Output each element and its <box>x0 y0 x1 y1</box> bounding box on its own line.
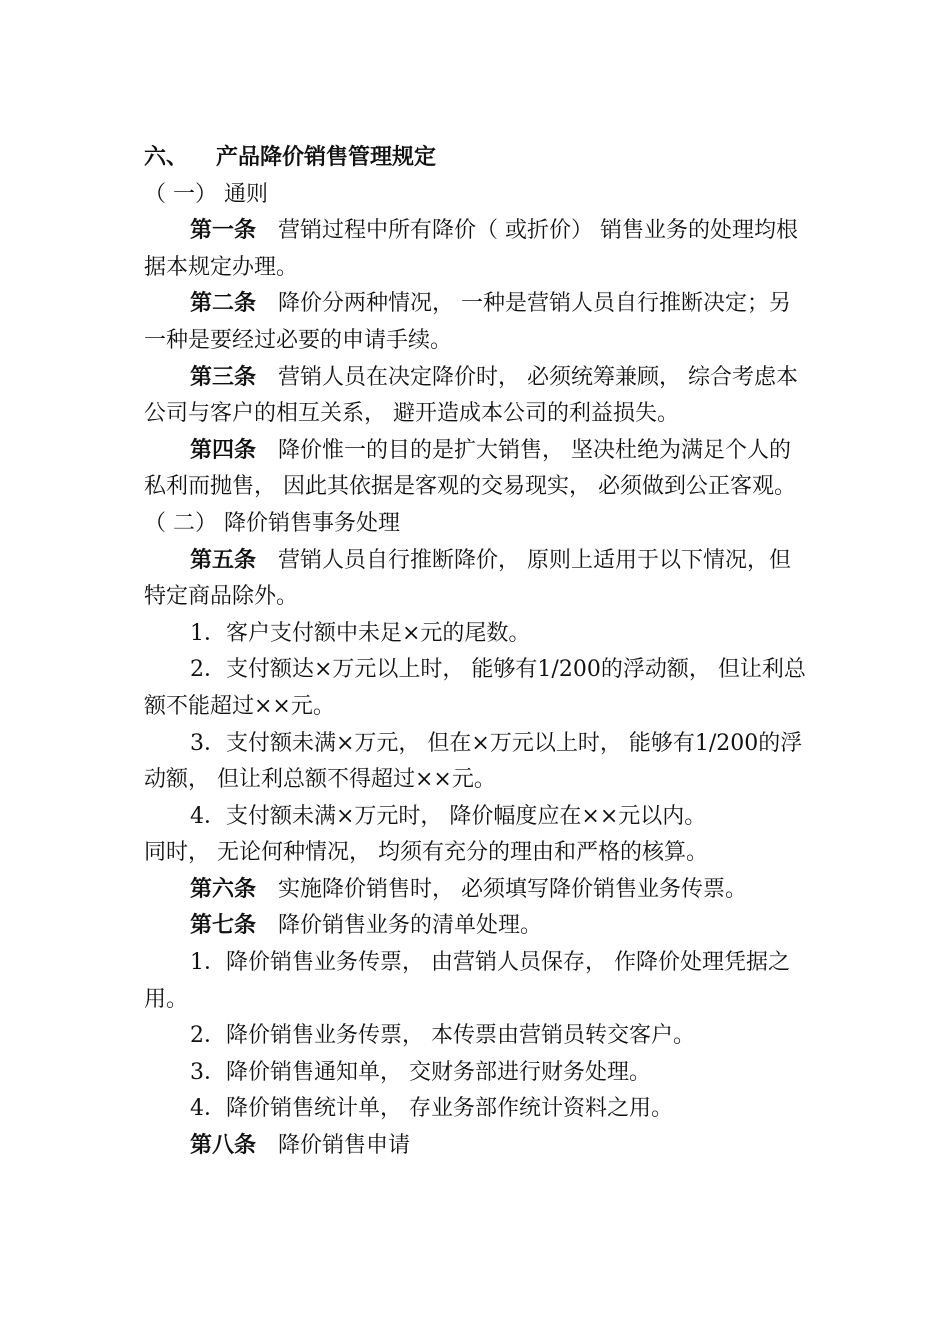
list-item: 2．降价销售业务传票， 本传票由营销员转交客户。 <box>190 1023 695 1049</box>
list-item: 2．支付额达×万元以上时， 能够有1/200的浮动额， 但让利总额不能超过××元。 <box>144 657 806 719</box>
article-label: 第八条 <box>190 1133 257 1159</box>
article-6 <box>144 872 809 909</box>
article-1 <box>144 213 809 286</box>
chapter-title: 产品降价销售管理规定 <box>216 145 437 170</box>
article-5-note: 同时， 无论何种情况， 均须有充分的理由和严格的核算。 <box>144 840 708 866</box>
section-price-reduction: （ 二） 降价销售事务处理 <box>144 510 400 536</box>
article-text: 营销过程中所有降价（ 或折价） 销售业务的处理均根据本规定办理。 <box>144 218 799 280</box>
article-5 <box>144 543 809 616</box>
article-label: 第三条 <box>190 364 257 390</box>
article-4 <box>144 433 809 506</box>
article-8 <box>144 1128 809 1165</box>
article-2 <box>144 286 809 359</box>
article-label: 第七条 <box>190 913 257 939</box>
list-item: 1．降价销售业务传票， 由营销人员保存， 作降价处理凭据之用。 <box>144 950 790 1012</box>
article-3 <box>144 360 809 433</box>
article-text: 降价惟一的目的是扩大销售， 坚决杜绝为满足个人的私利而抛售， 因此其依据是客观的交易现实， 必须做到公正客观。 <box>144 437 796 500</box>
article-label: 第四条 <box>190 437 257 463</box>
article-text: 实施降价销售时， 必须填写降价销售业务传票。 <box>278 876 748 902</box>
article-label: 第五条 <box>190 547 257 573</box>
article-label: 第二条 <box>190 291 257 317</box>
section-general: （ 一） 通则 <box>144 181 268 207</box>
article-text: 降价销售业务的清单处理。 <box>278 913 543 939</box>
article-text: 降价分两种情况， 一种是营销人员自行推断决定；另一种是要经过必要的申请手续。 <box>144 291 792 353</box>
article-label: 第六条 <box>190 876 257 902</box>
article-text: 营销人员自行推断降价， 原则上适用于以下情况，但特定商品除外。 <box>144 547 792 610</box>
chapter-heading <box>144 140 809 177</box>
article-label: 第一条 <box>190 218 257 244</box>
list-item: 3．降价销售通知单， 交财务部进行财务处理。 <box>190 1059 651 1085</box>
list-item: 1．客户支付额中未足×元的尾数。 <box>190 620 531 646</box>
list-item: 4．降价销售统计单， 存业务部作统计资料之用。 <box>190 1096 673 1122</box>
chapter-number: 六、 <box>144 145 189 170</box>
document-body <box>144 140 809 1165</box>
article-text: 营销人员在决定降价时， 必须统筹兼顾， 综合考虑本公司与客户的相互关系， 避开造成本公司的利益损失。 <box>144 364 799 427</box>
article-7 <box>144 908 809 945</box>
list-item: 4．支付额未满×万元时， 降价幅度应在××元以内。 <box>190 803 707 829</box>
list-item: 3．支付额未满×万元， 但在×万元以上时， 能够有1/200的浮动额， 但让利总额不得超过××元。 <box>144 730 803 793</box>
article-text: 降价销售申请 <box>278 1133 411 1159</box>
